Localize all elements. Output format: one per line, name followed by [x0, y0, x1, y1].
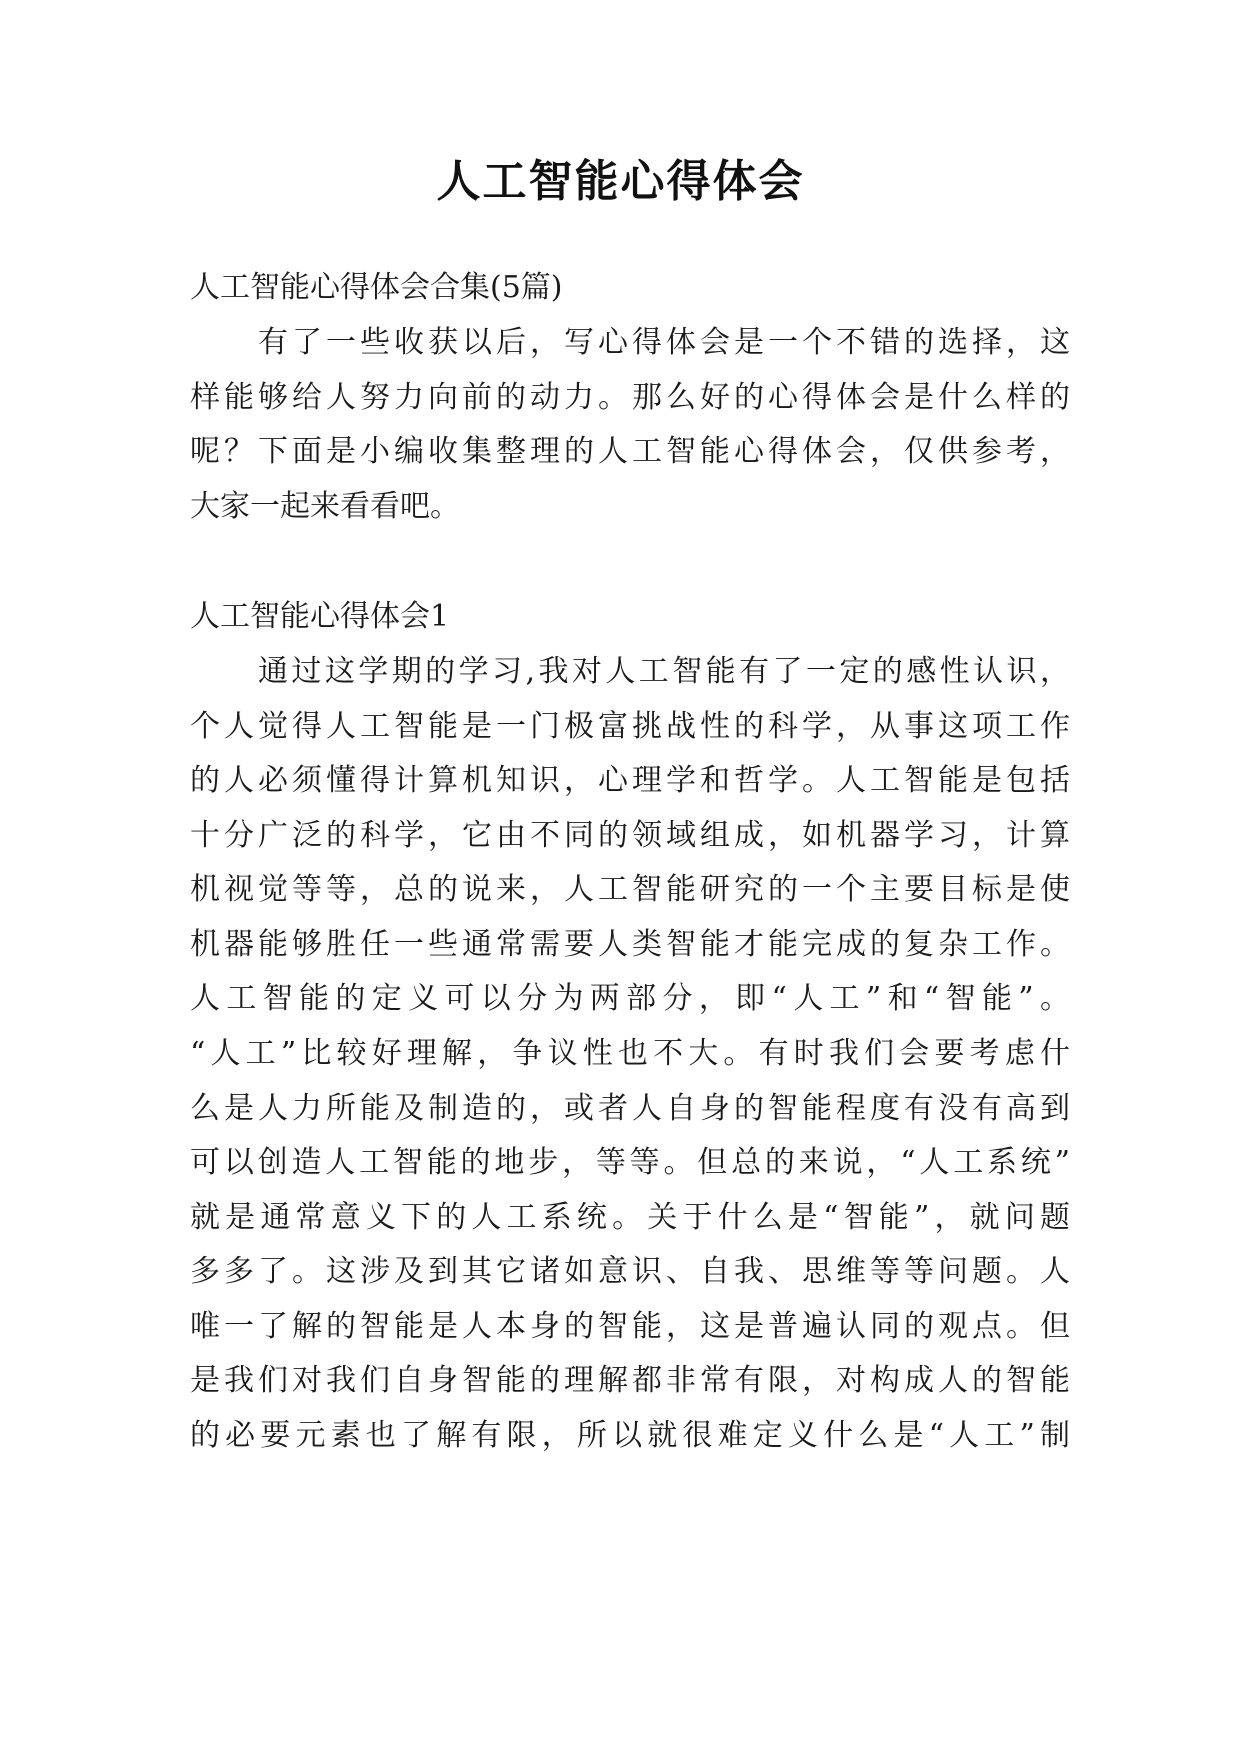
- body-line-9: 么是人力所能及制造的，或者人自身的智能程度有没有高到: [190, 1091, 1070, 1126]
- body-line-14: 是我们对我们自身智能的理解都非常有限，对构成人的智能: [190, 1363, 1070, 1398]
- section-heading: 人工智能心得体会1: [190, 599, 450, 634]
- intro-line-4: 大家一起来看看吧。: [190, 489, 460, 524]
- body-line-15: 的必要元素也了解有限，所以就很难定义什么是“人工”制: [190, 1418, 1070, 1453]
- body-line-13: 唯一了解的智能是人本身的智能，这是普遍认同的观点。但: [190, 1309, 1070, 1344]
- body-line-12: 多多了。这涉及到其它诸如意识、自我、思维等等问题。人: [190, 1254, 1070, 1289]
- body-line-11: 就是通常意义下的人工系统。关于什么是“智能”，就问题: [190, 1200, 1070, 1235]
- collection-subtitle: 人工智能心得体会合集(5篇): [190, 270, 563, 305]
- intro-line-1: 有了一些收获以后，写心得体会是一个不错的选择，这: [258, 325, 1070, 360]
- body-line-3: 的人必须懂得计算机知识，心理学和哲学。人工智能是包括: [190, 763, 1070, 798]
- document-title: 人工智能心得体会: [436, 156, 805, 207]
- body-line-8: “人工”比较好理解，争议性也不大。有时我们会要考虑什: [190, 1036, 1070, 1071]
- body-line-2: 个人觉得人工智能是一门极富挑战性的科学，从事这项工作: [190, 709, 1070, 744]
- intro-line-3: 呢？下面是小编收集整理的人工智能心得体会，仅供参考，: [190, 434, 1070, 469]
- body-line-5: 机视觉等等，总的说来，人工智能研究的一个主要目标是使: [190, 872, 1070, 907]
- body-line-7: 人工智能的定义可以分为两部分，即“人工”和“智能”。: [190, 981, 1070, 1016]
- body-line-6: 机器能够胜任一些通常需要人类智能才能完成的复杂工作。: [190, 927, 1070, 962]
- body-line-4: 十分广泛的科学，它由不同的领域组成，如机器学习，计算: [190, 818, 1070, 853]
- body-line-1: 通过这学期的学习,我对人工智能有了一定的感性认识，: [258, 654, 1070, 689]
- body-line-10: 可以创造人工智能的地步，等等。但总的来说，“人工系统”: [190, 1145, 1070, 1180]
- intro-line-2: 样能够给人努力向前的动力。那么好的心得体会是什么样的: [190, 380, 1070, 415]
